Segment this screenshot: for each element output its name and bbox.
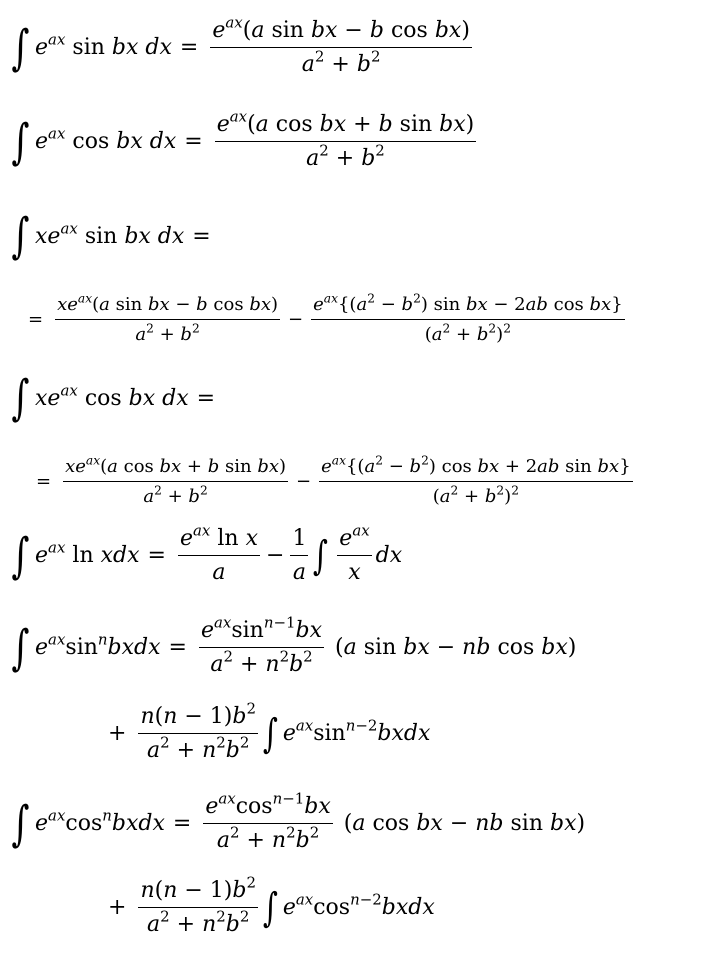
fraction: $\frac{xe^{ax}(a \sin bx - b \cos bx)}{a^2 + b^2}$ [57,291,279,345]
integral-sign: ∫ [11,208,30,264]
fraction: $\frac{e^{ax}\{(a^2 - b^2) \cos bx + 2ab \sin bx\}}{(a^2 + b^2)^2}$ [321,453,631,507]
fraction: $\frac{n(n - 1)b^2}{a^2 + n^2b^2}$ [140,699,256,763]
integral-sign: ∫ [313,532,329,579]
formula-1: ∫ $e^{ax}$ sin bx dx = $\frac{e^{ax}(a \sin bx - b \cos bx)}{a^2 + b^2}$ [11,13,470,77]
integral-sign: ∫ [11,619,30,676]
formula-2: ∫ $e^{ax}$ cos bx dx = $\frac{e^{ax}(a \cos bx + b \sin bx)}{a^2 + b^2}$ [11,107,475,171]
integral-sign: ∫ [11,795,30,852]
formula-5: ∫ $e^{ax}$ ln xdx = $\frac{e^{ax} \ln x}{a}$ − $\frac{1}{a}$ ∫ $\frac{e^{ax}}{x}$ dx [11,521,403,585]
integral-sign: ∫ [262,884,278,931]
formula-7-line-1: ∫ $e^{ax}$ $\cos^n$ bxdx = $\frac{e^{ax}\cos^{n-1}bx}{a^2 + n^2b^2}$ ( a cos bx − nb sin bx ) [11,789,586,853]
formula-6-line-1: ∫ $e^{ax}$ $\sin^n$ bxdx = $\frac{e^{ax}\sin^{n-1}bx}{a^2 + n^2b^2}$ ( a sin bx − nb cos bx ) [11,613,577,677]
integral-sign: ∫ [11,370,30,426]
formula-3-lhs: ∫ $xe^{ax}$ sin bx dx = [11,208,211,264]
fraction: $\frac{e^{ax} \ln x}{a}$ [179,521,258,585]
formula-4-rhs: = $\frac{xe^{ax}(a \cos bx + b \sin bx)}{a^2 + b^2}$ − $\frac{e^{ax}\{(a^2 - b^2) \cos bx + 2ab \sin bx\}}{(a^2 + b^2)^2}$ [36,453,631,507]
fraction: $\frac{e^{ax}\{(a^2 - b^2) \sin bx - 2ab \cos bx\}}{(a^2 + b^2)^2}$ [313,291,623,345]
fraction: $\frac{e^{ax}(a \cos bx + b \sin bx)}{a^2 + b^2}$ [216,107,475,171]
fraction: $\frac{1}{a}$ [292,526,307,585]
formula-6-line-2: + $\frac{n(n - 1)b^2}{a^2 + n^2b^2}$ ∫ $e^{ax}$ $\sin^{n-2}$ bxdx [108,699,431,763]
fraction: $\frac{e^{ax}(a \sin bx - b \cos bx)}{a^2 + b^2}$ [212,13,470,77]
fraction: $\frac{e^{ax}\sin^{n-1}bx}{a^2 + n^2b^2}$ [200,613,323,677]
formula-4-lhs: ∫ $xe^{ax}$ cos bx dx = [11,370,216,426]
integral-sign: ∫ [11,19,30,76]
integral-sign: ∫ [11,113,30,170]
formula-3-rhs: = $\frac{xe^{ax}(a \sin bx - b \cos bx)}{a^2 + b^2}$ − $\frac{e^{ax}\{(a^2 - b^2) \sin bx - 2ab \cos bx\}}{(a^2 + b^2)^2}$ [28,291,623,345]
fraction: $\frac{e^{ax}}{x}$ [339,521,370,585]
integral-sign: ∫ [262,710,278,757]
formula-7-line-2: + $\frac{n(n - 1)b^2}{a^2 + n^2b^2}$ ∫ $e^{ax}$ $\cos^{n-2}$ bxdx [108,873,435,937]
integral-sign: ∫ [11,527,30,584]
fraction: $\frac{xe^{ax}(a \cos bx + b \sin bx)}{a^2 + b^2}$ [65,453,287,507]
fraction: $\frac{n(n - 1)b^2}{a^2 + n^2b^2}$ [140,873,256,937]
fraction: $\frac{e^{ax}\cos^{n-1}bx}{a^2 + n^2b^2}$ [205,789,331,853]
